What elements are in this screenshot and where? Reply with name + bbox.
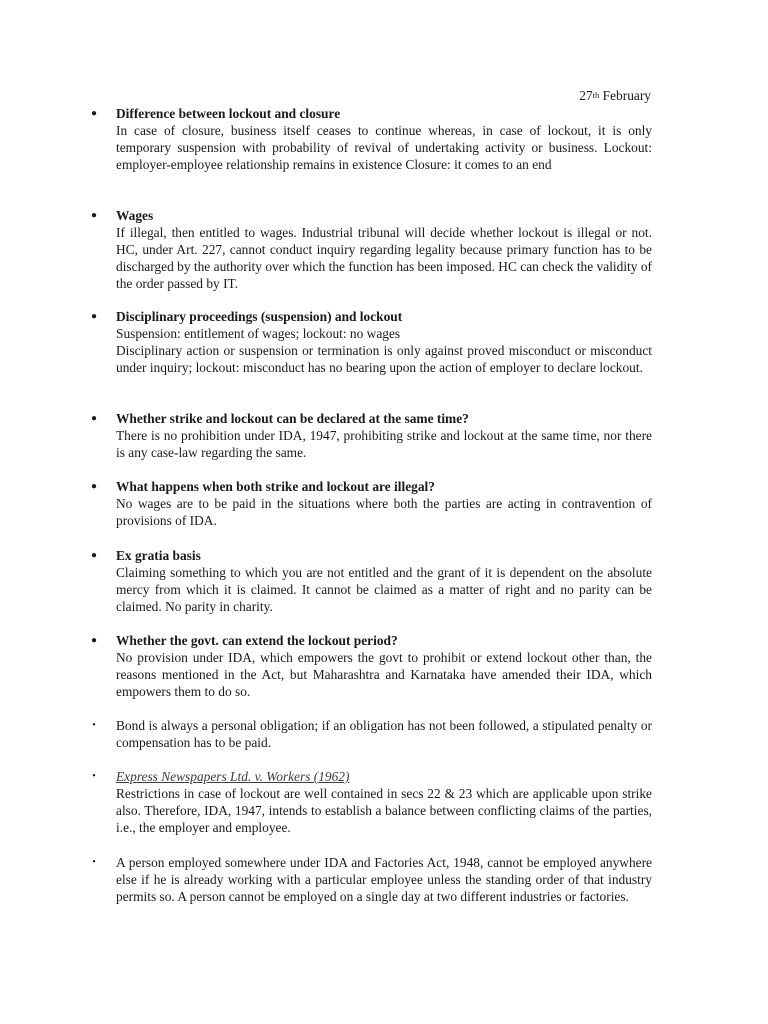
section-ex-gratia: [90, 547, 652, 615]
section-paragraph: There is no prohibition under IDA, 1947, prohibiting strike and lockout at the same time, nor there is any case-law regarding the same.: [116, 428, 652, 460]
section-disciplinary-proceedings: [90, 308, 652, 376]
section-both-illegal: [90, 478, 652, 529]
section-heading: Whether the govt. can extend the lockout period?: [116, 633, 398, 648]
section-dual-employment: [90, 854, 652, 905]
section-heading: Disciplinary proceedings (suspension) and lockout: [116, 309, 403, 324]
section-paragraph: A person employed somewhere under IDA and Factories Act, 1948, cannot be employed anywhere else if he is already working with a particular employee unless the standing order of that industry permits so. A person cannot be employed on a single day at two different industries or factories.: [116, 855, 652, 904]
bullet-icon: •: [92, 857, 96, 868]
section-paragraph: Suspension: entitlement of wages; lockout: no wages: [116, 326, 401, 341]
section-heading: What happens when both strike and lockout are illegal?: [116, 479, 435, 494]
bullet-icon: ●: [90, 311, 98, 322]
section-express-newspapers: [90, 768, 652, 836]
document-date: [579, 87, 651, 104]
section-paragraph: No wages are to be paid in the situations where both the parties are acting in contravention of provisions of IDA.: [116, 496, 652, 528]
section-paragraph: No provision under IDA, which empowers the govt to prohibit or extend lockout other than, the reasons mentioned in the Act, but Maharashtra and Karnataka have amended their IDA, which empowers them to do so.: [116, 650, 652, 699]
case-citation-link[interactable]: Express Newspapers Ltd. v. Workers (1962): [116, 769, 350, 784]
section-paragraph: Bond is always a personal obligation; if an obligation has not been followed, a stipulated penalty or compensation has to be paid.: [116, 718, 652, 750]
section-paragraph: Claiming something to which you are not entitled and the grant of it is dependent on the absolute mercy from which it is claimed. It cannot be claimed as a matter of right and no parity can be claimed. No parity in charity.: [116, 565, 652, 614]
date-month: February: [602, 88, 651, 103]
bullet-icon: ●: [90, 635, 98, 646]
bullet-icon: •: [92, 720, 96, 731]
section-bond-obligation: [90, 717, 652, 751]
bullet-icon: ●: [90, 550, 98, 561]
bullet-icon: •: [92, 771, 96, 782]
section-strike-and-lockout: [90, 410, 652, 461]
bullet-icon: ●: [90, 481, 98, 492]
bullet-icon: ●: [90, 108, 98, 119]
date-suffix: th: [592, 90, 600, 100]
section-heading: Wages: [116, 208, 154, 223]
section-heading: Ex gratia basis: [116, 548, 201, 563]
section-wages: [90, 207, 652, 292]
section-paragraph: If illegal, then entitled to wages. Industrial tribunal will decide whether lockout is illegal or not. HC, under Art. 227, cannot conduct inquiry regarding legality because primary function has to be discharged by the authority over which the function has been imposed. HC can check the validity of the order passed by IT.: [116, 225, 652, 291]
section-lockout-vs-closure: [90, 105, 652, 173]
section-extend-lockout: [90, 632, 652, 700]
section-paragraph: In case of closure, business itself ceases to continue whereas, in case of lockout, it is only temporary suspension with probability of revival of undertaking activity or business. Lockout: employer-employee relationship remains in existence Closure: it comes to an end: [116, 123, 652, 172]
section-heading: Whether strike and lockout can be declared at the same time?: [116, 411, 469, 426]
bullet-icon: ●: [90, 413, 98, 424]
section-paragraph: Disciplinary action or suspension or termination is only against proved misconduct or misconduct under inquiry; lockout: misconduct has no bearing upon the action of employer to declare lockout.: [116, 343, 652, 375]
section-paragraph: Restrictions in case of lockout are well contained in secs 22 & 23 which are applicable upon strike also. Therefore, IDA, 1947, intends to establish a balance between conflicting claims of the parties, i.e., the employer and employee.: [116, 786, 652, 835]
bullet-icon: ●: [90, 210, 98, 221]
date-day: 27: [579, 88, 593, 103]
section-heading: Difference between lockout and closure: [116, 106, 341, 121]
